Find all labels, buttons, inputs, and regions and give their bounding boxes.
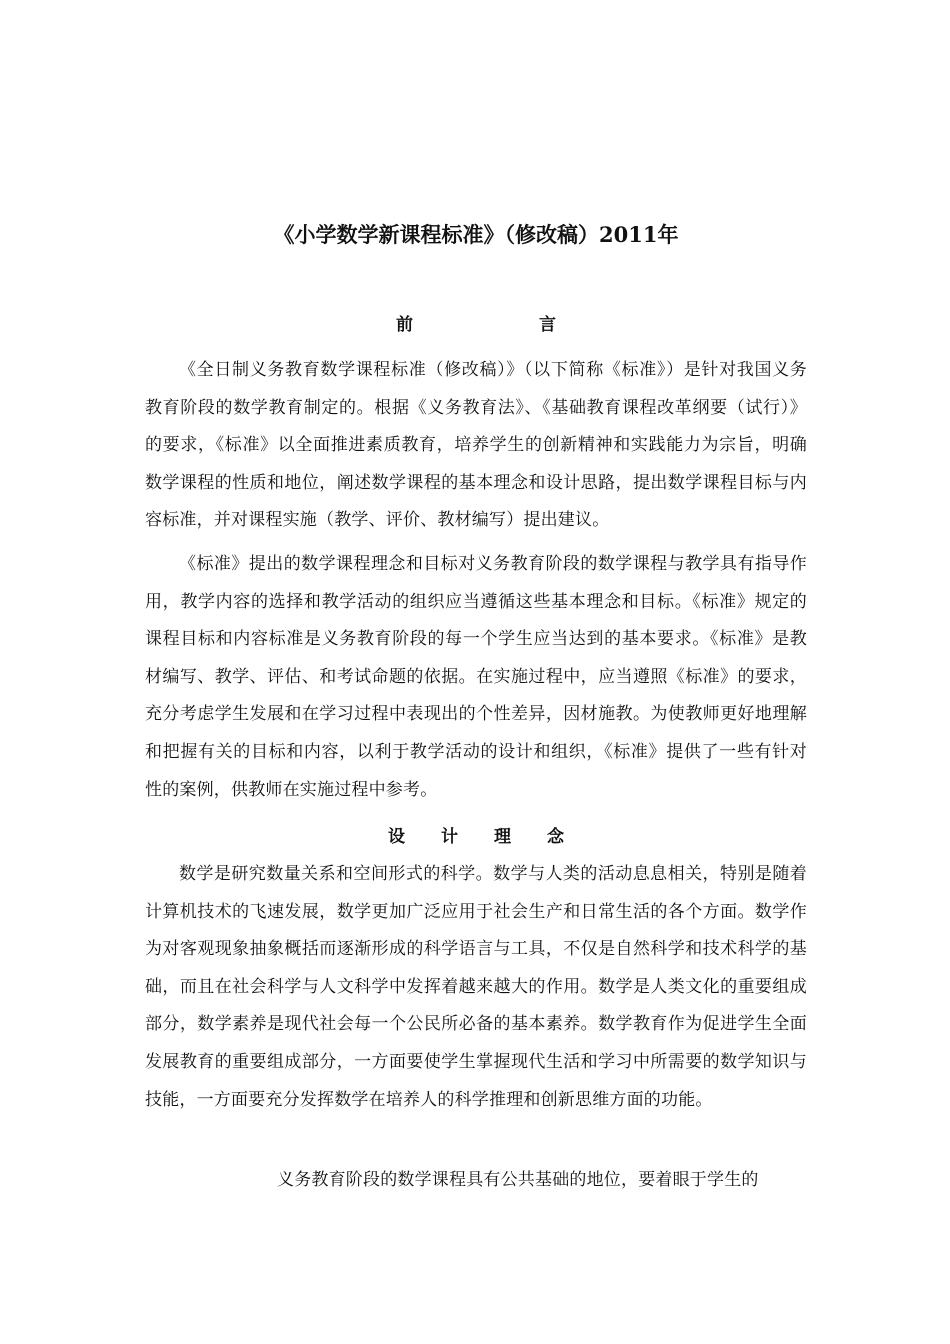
heading-char: 言 — [539, 315, 556, 335]
heading-char: 计 — [441, 827, 458, 847]
preface-paragraph-1: 《全日制义务教育数学课程标准（修改稿）》（以下简称《标准》）是针对我国义务教育阶段的数学教育制定的。根据《义务教育法》、《基础教育课程改革纲要（试行）》的要求，《标准》以全面推进素质教育，培养学生的创新精神和实践能力为宗旨，明确数学课程的性质和地位，阐述数学课程的基本理念和设计思路，提出数学课程目标与内容标准，并对课程实施（教学、评价、教材编写）提出建议。 — [145, 360, 807, 531]
design-paragraph-1: 数学是研究数量关系和空间形式的科学。数学与人类的活动息息相关，特别是随着计算机技术的飞速发展，数学更加广泛应用于社会生产和日常生活的各个方面。数学作为对客观现象抽象概括而逐渐形成的科学语言与工具，不仅是自然科学和技术科学的基础，而且在社会科学与人文科学中发挥着越来越大的作用。数学是人类文化的重要组成部分，数学素养是现代社会每一个公民所必备的基本素养。数学教育作为促进学生全面发展教育的重要组成部分，一方面要使学生掌握现代生活和学习中所需要的数学知识与技能，一方面要充分发挥数学在培养人的科学推理和创新思维方面的功能。 — [145, 864, 807, 1110]
document-page — [145, 0, 807, 1344]
document-title: 《小学数学新课程标准》（修改稿）2011年 — [273, 222, 679, 247]
heading-char: 设 — [388, 827, 405, 847]
preface-paragraph-2: 《标准》提出的数学课程理念和目标对义务教育阶段的数学课程与教学具有指导作用，教学内容的选择和教学活动的组织应当遵循这些基本理念和目标。《标准》规定的课程目标和内容标准是义务教育阶段的每一个学生应当达到的基本要求。《标准》是教材编写、教学、评估、和考试命题的依据。在实施过程中，应当遵照《标准》的要求，充分考虑学生发展和在学习过程中表现出的个性差异，因材施教。为使教师更好地理解和把握有关的目标和内容，以利于教学活动的设计和组织，《标准》提供了一些有针对性的案例，供教师在实施过程中参考。 — [145, 554, 807, 800]
section-heading-design-concept — [145, 822, 807, 852]
heading-char: 前 — [396, 315, 413, 335]
design-paragraph-2: 义务教育阶段的数学课程具有公共基础的地位，要着眼于学生的 — [277, 1170, 759, 1190]
section-heading-preface — [145, 310, 807, 340]
heading-char: 理 — [494, 827, 511, 847]
heading-char: 念 — [547, 827, 564, 847]
